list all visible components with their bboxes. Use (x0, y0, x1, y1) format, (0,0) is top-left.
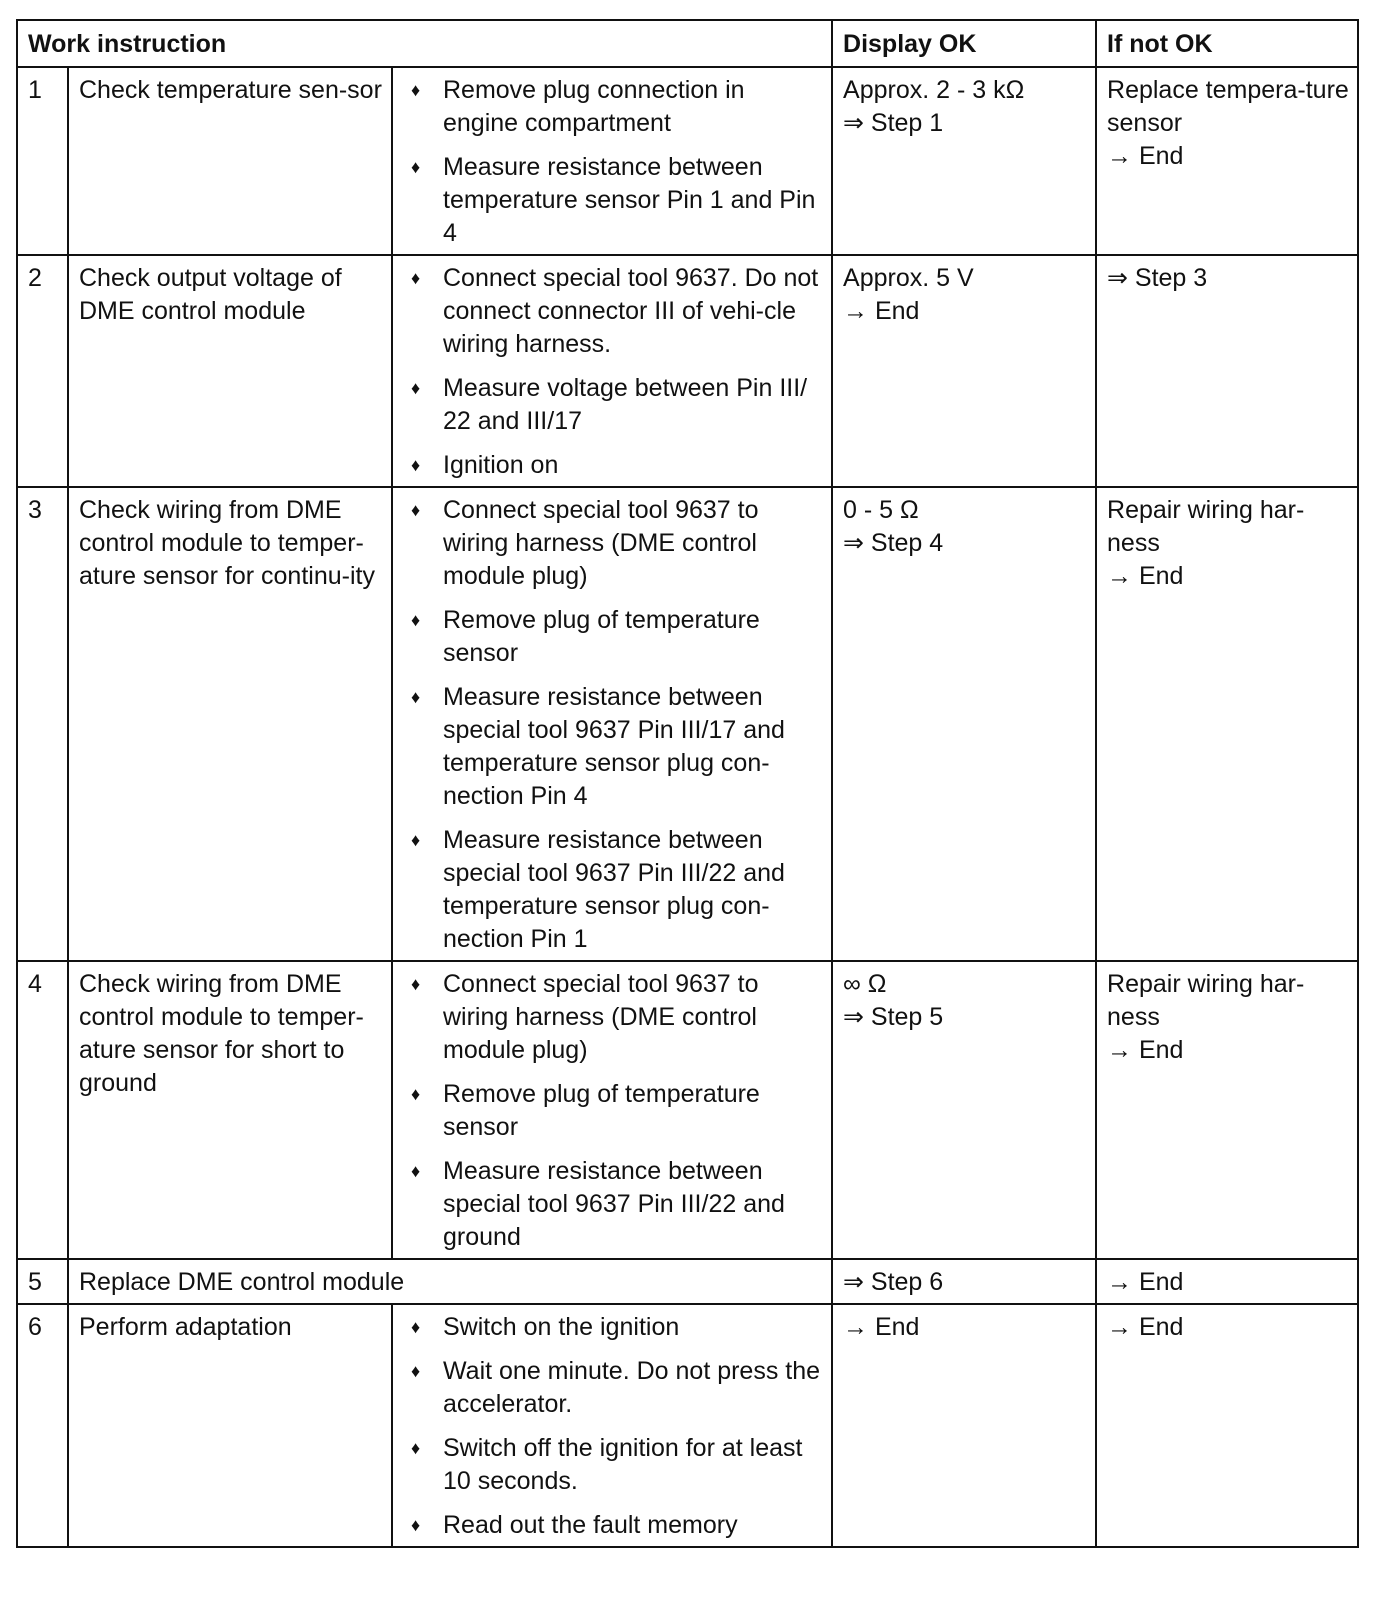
header-display-ok: Display OK (832, 20, 1096, 67)
list-item (403, 824, 823, 956)
if-not-ok-cell (1096, 1304, 1358, 1547)
list-item (403, 1155, 823, 1254)
step-number: 2 (17, 255, 68, 487)
if-not-ok-cell (1096, 67, 1358, 255)
diamond-bullet-icon: ♦ (411, 974, 421, 994)
diamond-bullet-icon: ♦ (411, 1361, 421, 1381)
display-ok-line: Approx. 5 V (843, 264, 974, 292)
diamond-bullet-icon: ♦ (411, 830, 421, 850)
step-text: Measure resistance between special tool 9637 Pin III/17 and temperature sensor plug con-nection Pin 4 (443, 683, 785, 810)
list-item (403, 681, 823, 813)
if-not-ok-line: Repair wiring har-ness (1107, 496, 1305, 557)
table-row (17, 255, 1358, 487)
procedure-steps (392, 67, 832, 255)
task-description: Replace DME control module (68, 1259, 832, 1304)
step-text: Remove plug of temperature sensor (443, 606, 760, 667)
step-text: Switch on the ignition (443, 1313, 680, 1341)
list-item (403, 1078, 823, 1144)
if-not-ok-line: → End (1107, 142, 1184, 170)
step-list (403, 494, 823, 956)
display-ok-line: ⇒ Step 4 (843, 529, 944, 557)
step-list (403, 262, 823, 482)
diamond-bullet-icon: ♦ (411, 1084, 421, 1104)
task-description: Perform adaptation (68, 1304, 392, 1547)
step-list (403, 1311, 823, 1542)
step-text: Remove plug of temperature sensor (443, 1080, 760, 1141)
step-text: Connect special tool 9637 to wiring harness (DME control module plug) (443, 970, 759, 1064)
step-text: Wait one minute. Do not press the accelerator. (443, 1357, 821, 1418)
work-instruction-table (16, 19, 1359, 1548)
list-item (403, 968, 823, 1067)
list-item (403, 1432, 823, 1498)
list-item (403, 262, 823, 361)
display-ok-line: 0 - 5 Ω (843, 496, 919, 524)
if-not-ok-line: → End (1107, 1268, 1184, 1296)
if-not-ok-line: → End (1107, 1313, 1184, 1341)
display-ok-line: → End (843, 1313, 920, 1341)
step-text: Measure resistance between special tool 9637 Pin III/22 and ground (443, 1157, 785, 1251)
list-item (403, 151, 823, 250)
step-number: 5 (17, 1259, 68, 1304)
step-text: Switch off the ignition for at least 10 seconds. (443, 1434, 803, 1495)
table-header-row (17, 20, 1358, 67)
procedure-steps (392, 487, 832, 961)
task-description: Check wiring from DME control module to temper-ature sensor for short to ground (68, 961, 392, 1259)
display-ok-cell (832, 255, 1096, 487)
display-ok-cell (832, 487, 1096, 961)
display-ok-line: ⇒ Step 6 (843, 1268, 944, 1296)
if-not-ok-line: Replace tempera-ture sensor (1107, 76, 1349, 137)
display-ok-line: ⇒ Step 5 (843, 1003, 944, 1031)
if-not-ok-cell (1096, 961, 1358, 1259)
task-description: Check wiring from DME control module to temper-ature sensor for continu-ity (68, 487, 392, 961)
table-row (17, 1304, 1358, 1547)
display-ok-line: → End (843, 297, 920, 325)
list-item (403, 1311, 823, 1344)
list-item (403, 449, 823, 482)
task-description: Check temperature sen-sor (68, 67, 392, 255)
list-item (403, 1355, 823, 1421)
display-ok-cell (832, 67, 1096, 255)
diamond-bullet-icon: ♦ (411, 1161, 421, 1181)
step-text: Connect special tool 9637 to wiring harness (DME control module plug) (443, 496, 759, 590)
step-text: Remove plug connection in engine compartment (443, 76, 745, 137)
step-text: Ignition on (443, 451, 559, 479)
if-not-ok-cell (1096, 1259, 1358, 1304)
if-not-ok-line: Repair wiring har-ness (1107, 970, 1305, 1031)
diamond-bullet-icon: ♦ (411, 268, 421, 288)
diamond-bullet-icon: ♦ (411, 1317, 421, 1337)
step-text: Read out the fault memory (443, 1511, 738, 1539)
table-row (17, 67, 1358, 255)
list-item (403, 74, 823, 140)
if-not-ok-line: ⇒ Step 3 (1107, 264, 1208, 292)
diamond-bullet-icon: ♦ (411, 455, 421, 475)
if-not-ok-cell (1096, 255, 1358, 487)
header-work-instruction: Work instruction (17, 20, 832, 67)
display-ok-cell (832, 1259, 1096, 1304)
list-item (403, 1509, 823, 1542)
display-ok-line: ⇒ Step 1 (843, 109, 944, 137)
step-number: 1 (17, 67, 68, 255)
step-list (403, 968, 823, 1254)
display-ok-cell (832, 1304, 1096, 1547)
list-item (403, 372, 823, 438)
diamond-bullet-icon: ♦ (411, 687, 421, 707)
diamond-bullet-icon: ♦ (411, 500, 421, 520)
table-row (17, 1259, 1358, 1304)
procedure-steps (392, 255, 832, 487)
display-ok-line: ∞ Ω (843, 970, 887, 998)
header-if-not-ok: If not OK (1096, 20, 1358, 67)
diamond-bullet-icon: ♦ (411, 1438, 421, 1458)
if-not-ok-line: → End (1107, 1036, 1184, 1064)
table-row (17, 487, 1358, 961)
diamond-bullet-icon: ♦ (411, 378, 421, 398)
diamond-bullet-icon: ♦ (411, 1515, 421, 1535)
step-text: Measure voltage between Pin III/ 22 and III/17 (443, 374, 808, 435)
if-not-ok-cell (1096, 487, 1358, 961)
list-item (403, 494, 823, 593)
display-ok-line: Approx. 2 - 3 kΩ (843, 76, 1025, 104)
diamond-bullet-icon: ♦ (411, 157, 421, 177)
step-text: Measure resistance between temperature sensor Pin 1 and Pin 4 (443, 153, 816, 247)
display-ok-cell (832, 961, 1096, 1259)
step-number: 4 (17, 961, 68, 1259)
step-text: Connect special tool 9637. Do not connect connector III of vehi-cle wiring harness. (443, 264, 819, 358)
diamond-bullet-icon: ♦ (411, 80, 421, 100)
diamond-bullet-icon: ♦ (411, 610, 421, 630)
step-number: 6 (17, 1304, 68, 1547)
step-list (403, 74, 823, 250)
task-description: Check output voltage of DME control module (68, 255, 392, 487)
procedure-steps (392, 961, 832, 1259)
list-item (403, 604, 823, 670)
step-text: Measure resistance between special tool 9637 Pin III/22 and temperature sensor plug con-nection Pin 1 (443, 826, 785, 953)
procedure-steps (392, 1304, 832, 1547)
step-number: 3 (17, 487, 68, 961)
if-not-ok-line: → End (1107, 562, 1184, 590)
table-row (17, 961, 1358, 1259)
